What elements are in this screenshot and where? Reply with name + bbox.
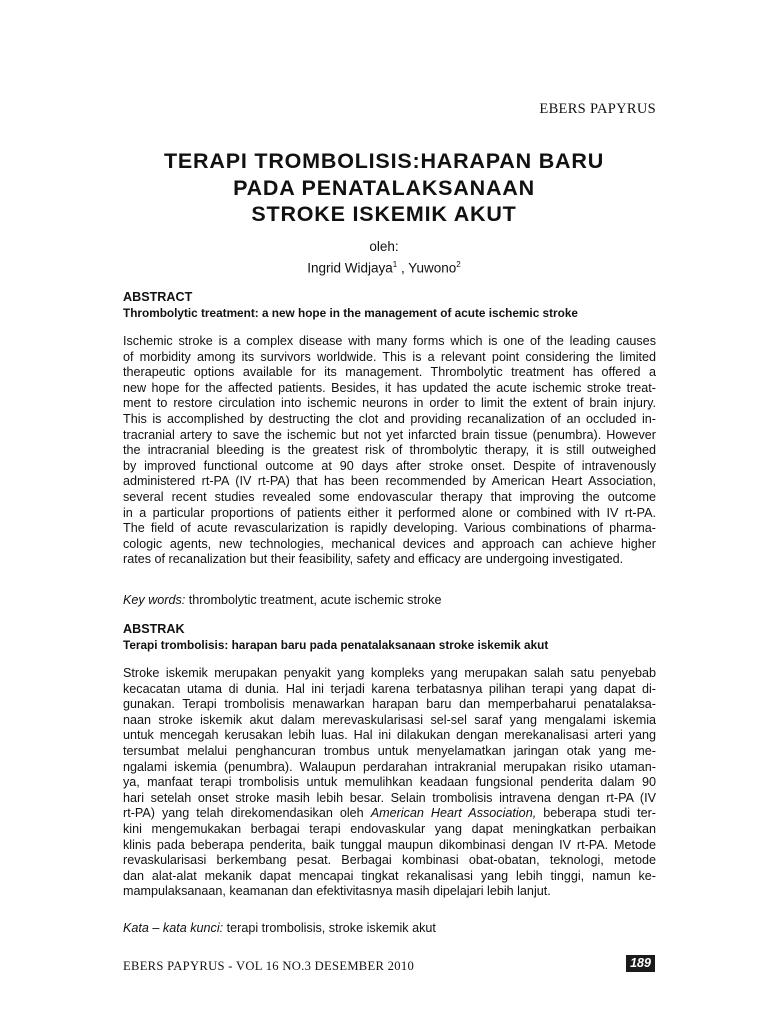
abstrak-line: dan alat-alat mekanik dapat mencapai tingkat rekanalisasi yang lebih tinggi, namun ke-	[123, 868, 656, 883]
abstrak-line: mampulaksanaan, keamanan dan efektivitasnya masih dipelajari lebih lanjut.	[123, 884, 551, 899]
article-title	[0, 148, 768, 228]
abstract-line: therapeutic options available for its management. Thrombolytic treatment has offered a	[123, 365, 656, 380]
author-separator: ,	[397, 260, 409, 276]
abstract-line: by improved functional outcome at 90 days after stroke onset. Despite of intravenously	[123, 458, 656, 473]
author-name: Ingrid Widjaya	[307, 260, 393, 276]
footer-citation: EBERS PAPYRUS - VOL 16 NO.3 DESEMBER 2010	[123, 959, 415, 973]
abstrak-line	[123, 806, 656, 822]
keywords-label: Key words:	[123, 593, 186, 607]
abstract-section	[123, 290, 656, 321]
keywords-text: thrombolytic treatment, acute ischemic stroke	[185, 593, 442, 607]
page-number: 189	[626, 955, 655, 972]
keywords-label: Kata – kata kunci:	[123, 921, 224, 935]
abstract-line: rates of recanalization but their feasibility, safety and efficacy are undergoing investigated.	[123, 552, 624, 567]
abstract-line: tracranial artery to save the ischemic but not yet infarcted brain tissue (penumbra). However	[123, 427, 656, 442]
abstrak-line: klinis pada beberapa penderita, baik tunggal maupun dikombinasi dengan IV rt-PA. Metode	[123, 837, 656, 852]
journal-header: EBERS PAPYRUS	[539, 101, 656, 117]
abstract-line: new hope for the affected patients. Besides, it has updated the acute ischemic stroke treat-	[123, 380, 656, 395]
abstract-keywords	[123, 593, 656, 609]
abstract-line: the intracranial bleeding is the greatest risk of thrombolytic therapy, it is still outweighed	[123, 443, 656, 458]
abstrak-body	[123, 666, 656, 900]
abstrak-heading: ABSTRAK	[123, 622, 185, 636]
abstrak-line: naan stroke iskemik akut dalam merevaskularisasi sel-sel saraf yang mengalami iskemia	[123, 712, 656, 727]
abstrak-line: hari setelah onset stroke masih lebih besar. Selain trombolisis intravena dengan rt-PA (IV	[123, 790, 656, 805]
abstrak-line-part: rt-PA) yang telah direkomendasikan oleh	[123, 806, 371, 821]
abstract-line: The field of acute revascularization is rapidly developing. Various combinations of pharma-	[123, 521, 656, 536]
author-affiliation: 2	[456, 260, 461, 269]
title-line: STROKE ISKEMIK AKUT	[251, 202, 517, 226]
abstrak-line: untuk mencegah kerusakan lebih luas. Hal ini dilakukan dengan merekanalisasi arteri yang	[123, 728, 656, 743]
byline	[0, 238, 768, 278]
abstrak-line: revaskularisasi berkembang pesat. Berbagai kombinasi obat-obatan, teknologi, metode	[123, 853, 656, 868]
author-name: Yuwono	[408, 260, 457, 276]
abstrak-line: gunakan. Terapi trombolisis menawarkan harapan baru dan memperbaharui penatalaksa-	[123, 697, 656, 712]
abstrak-line: ya, manfaat terapi trombolisis untuk memulihkan keadaan fungsional penderita dalam 90	[123, 775, 656, 790]
abstract-line: in a particular proportions of patients either it performed alone or combined with IV rt-PA.	[123, 505, 656, 520]
abstrak-line: kecacatan utama di dunia. Hal ini terjadi karena terbatasnya pilihan terapi yang dapat di-	[123, 681, 656, 696]
abstract-line: of morbidity among its survivors worldwide. This is a relevant point considering the limited	[123, 349, 656, 364]
abstract-body	[123, 334, 656, 568]
title-line: TERAPI TROMBOLISIS:HARAPAN BARU	[163, 149, 605, 173]
abstrak-line: Stroke iskemik merupakan penyakit yang kompleks yang merupakan salah satu penyebab	[123, 666, 656, 680]
abstract-line: Ischemic stroke is a complex disease with many forms which is one of the leading causes	[123, 334, 656, 348]
abstract-line: ment to restore circulation into ischemic neurons in order to limit the extent of brain injury.	[123, 396, 656, 411]
author-list	[0, 256, 768, 278]
abstract-subtitle: Thrombolytic treatment: a new hope in the management of acute ischemic stroke	[123, 305, 578, 320]
abstrak-subtitle: Terapi trombolisis: harapan baru pada penatalaksanaan stroke iskemik akut	[123, 637, 549, 652]
abstrak-line: ngalami iskemia (penumbra). Walaupun perdarahan intrakranial merupakan risiko utaman-	[123, 759, 656, 774]
author-affiliation: 1	[392, 260, 398, 269]
abstrak-line-part: beberapa studi ter-	[536, 806, 656, 821]
abstract-heading: ABSTRACT	[123, 290, 193, 304]
abstract-line: cologic agents, new technologies, mechanical devices and approach can achieve higher	[123, 536, 656, 551]
abstract-line: several recent studies revealed some endovascular therapy that improving the outcome	[123, 489, 656, 504]
abstract-line: administered rt-PA (IV rt-PA) that has been recommended by American Heart Association,	[123, 474, 656, 489]
byline-prefix: oleh:	[369, 239, 399, 254]
title-line: PADA PENATALAKSANAAN	[233, 175, 535, 200]
abstrak-line: tersumbat melalui penghancuran trombus untuk menyelamatkan jaringan otak yang me-	[123, 743, 656, 758]
abstrak-line-emphasis: American Heart Association,	[370, 806, 537, 821]
keywords-text: terapi trombolisis, stroke iskemik akut	[223, 921, 436, 935]
abstrak-keywords	[123, 921, 656, 937]
abstract-line: This is accomplished by destructing the clot and providing recanalization of an occluded in-	[123, 411, 656, 426]
abstrak-section	[123, 622, 656, 653]
abstrak-line: kini mengemukakan berbagai terapi endovaskular yang dapat meningkatkan perbaikan	[123, 821, 656, 836]
